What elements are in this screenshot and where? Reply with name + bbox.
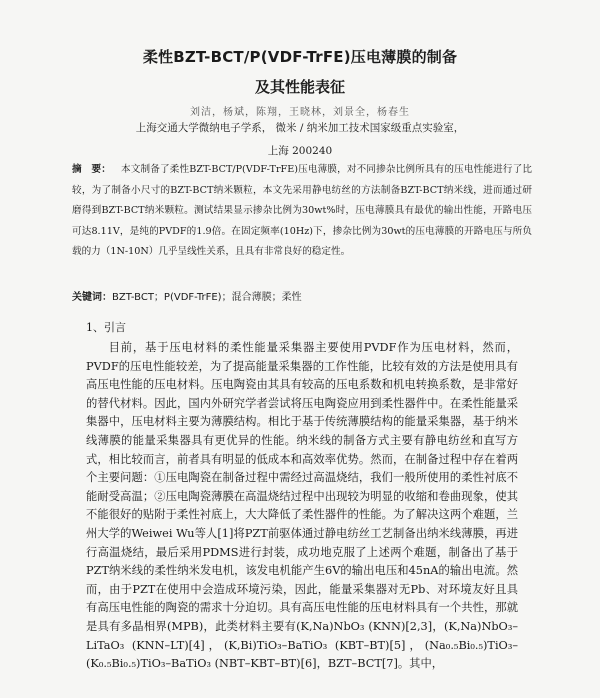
keywords-text: BZT-BCT；P(VDF-TrFE)；混合薄膜；柔性	[112, 292, 302, 303]
abstract-label: 摘 要：	[72, 164, 112, 175]
section-heading-introduction: 1、引言	[86, 321, 126, 334]
paper-title-line1: 柔性BZT-BCT/P(VDF-TrFE)压电薄膜的制备	[142, 48, 458, 66]
abstract-text: 本文制备了柔性BZT-BCT/P(VDF-TrFE)压电薄膜，对不同掺杂比例所具有的压电性能进行了比较，为了制备小尺寸的BZT-BCT纳米颗粒，本文先采用静电纺丝的方法制备BZT-BCT纳米线，进而通过研磨得到BZT-BCT纳米颗粒。测试结果显示掺杂比例为30wt%时，压电薄膜具有最优的输出性能，开路电压可达8.11V，是纯的PVDF的1.9倍。在固定频率(10Hz)下，掺杂比例为30wt的压电薄膜的开路电压与所负载的力（1N-10N）几乎呈线性关系，且具有非常良好的稳定性。	[72, 164, 532, 258]
introduction-body	[86, 339, 518, 674]
affiliation: 上海交通大学微纳电子学系， 微米 / 纳米加工技术国家级重点实验室，	[135, 122, 465, 134]
abstract	[72, 160, 532, 263]
author-list: 刘洁，杨斌，陈翔，王晓林，刘景全，杨春生	[190, 107, 410, 118]
introduction-paragraph: 目前，基于压电材料的柔性能量采集器主要使用PVDF作为压电材料，然而，PVDF的压电性能较差，为了提高能量采集器的工作性能，比较有效的方法是使用具有高压电性能的压电材料。压电陶瓷由其具有较高的压电系数和机电转换系数，是非常好的替代材料。因此，国内外研究学者尝试将压电陶瓷应用到柔性器件中。在柔性能量采集器中，压电材料主要为薄膜结构。相比于基于传统薄膜结构的能量采集器，基于纳米线薄膜的能量采集器具有更优异的性能。纳米线的制备方式主要有静电纺丝和直写方式，相比较而言，前者具有明显的低成本和高效率优势。然而，在制备过程中存在着两个主要问题：①压电陶瓷在制备过程中需经过高温烧结，我们一般所使用的柔性衬底不能耐受高温；②压电陶瓷薄膜在高温烧结过程中出现较为明显的收缩和卷曲现象，使其不能很好的贴附于柔性衬底上，大大降低了柔性器件的性能。为了解决这两个难题，兰州大学的Weiwei Wu等人[1]将PZT前驱体通过静电纺丝工艺制备出纳米线薄膜，再进行高温烧结，最后采用PDMS进行封装，成功地克服了上述两个难题，制备出了基于PZT纳米线的柔性纳米发电机，该发电机能产生6V的输出电压和45nA的输出电流。然而，由于PZT在使用中会造成环境污染，因此，能量采集器对无Pb、对环境友好且具有高压电性能的陶瓷的需求十分迫切。具有高压电性能的压电材料具有一个共性，那就是具有多晶相界(MPB)，此类材料主要有(K,Na)NbO₃ (KNN)[2,3]，(K,Na)NbO₃–LiTaO₃ (KNN–LT)[4]，(K,Bi)TiO₃–BaTiO₃ (KBT–BT)[5]，(Na₀.₅Bi₀.₅)TiO₃–(K₀.₅Bi₀.₅)TiO₃–BaTiO₃ (NBT–KBT–BT)[6]，BZT–BCT[7]。其中，	[86, 341, 518, 671]
postal-address: 上海 200240	[267, 145, 333, 157]
paper-title-line2: 及其性能表征	[254, 78, 345, 96]
keywords-label: 关键词：	[72, 292, 112, 303]
keywords	[72, 288, 532, 303]
